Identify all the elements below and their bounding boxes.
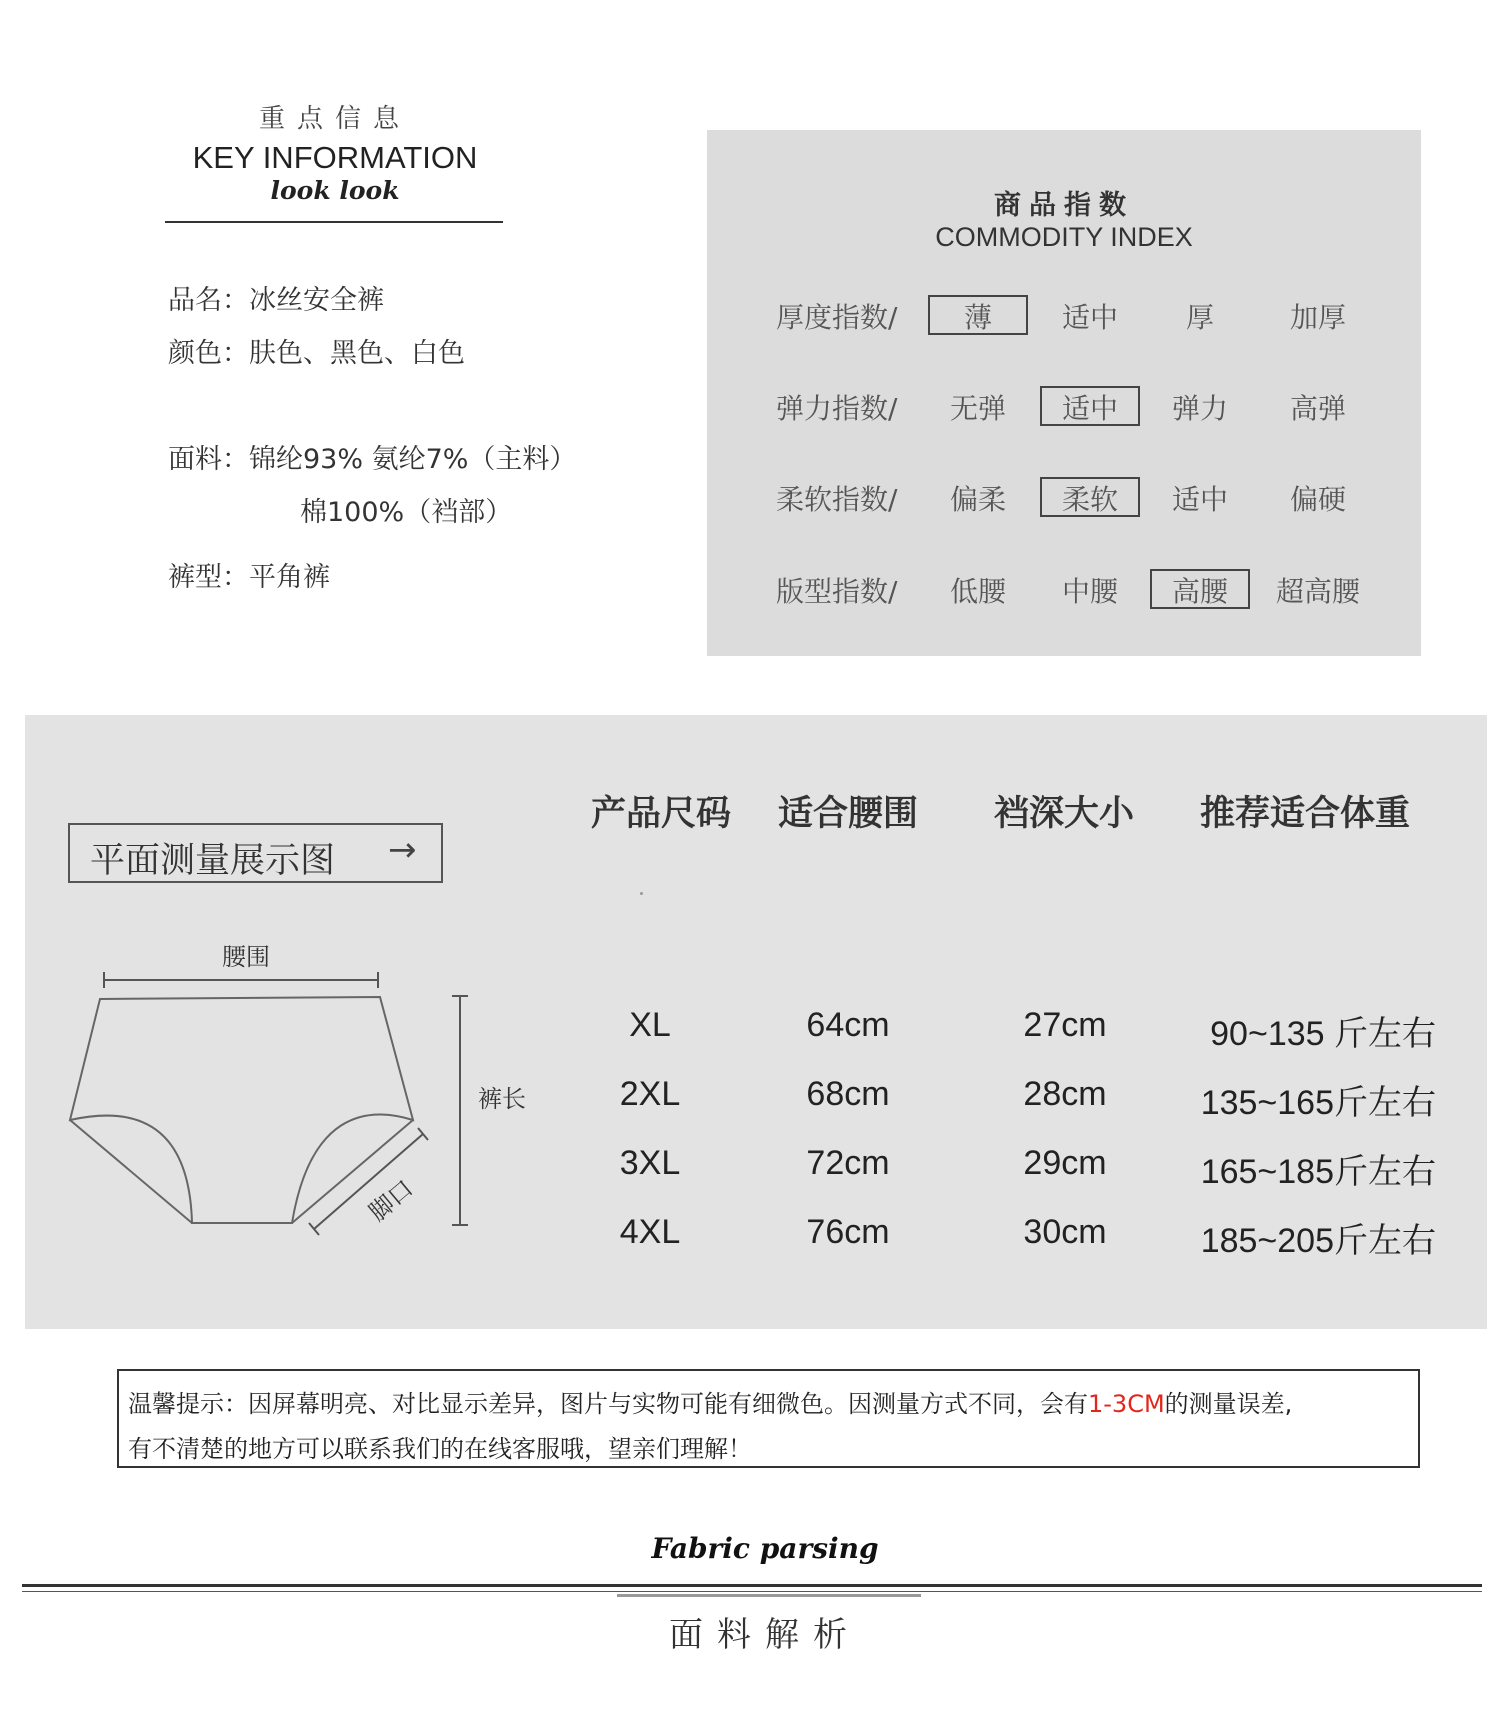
footer-rule-thick [22, 1584, 1482, 1587]
index-row-label: 版型指数/ [776, 575, 898, 608]
product-style: 裤型：平角裤 [168, 562, 330, 593]
weight-cell: 165~185斤左右 [1200, 1153, 1436, 1191]
size-cell: 3XL [619, 1144, 681, 1182]
stray-dot [640, 892, 643, 895]
waist-header: 适合腰围 [777, 794, 918, 834]
weight-cell: 185~205斤左右 [1200, 1222, 1436, 1260]
index-option: 偏柔 [949, 483, 1006, 516]
index-option: 中腰 [1061, 575, 1118, 608]
weight-header: 推荐适合体重 [1199, 794, 1410, 834]
crotch-header: 裆深大小 [993, 794, 1134, 834]
notice-line-2: 有不清楚的地方可以联系我们的在线客服哦，望亲们理解！ [128, 1435, 752, 1463]
index-option: 厚 [1185, 301, 1214, 334]
index-row-label: 厚度指数/ [776, 301, 898, 334]
index-row-label: 柔软指数/ [776, 483, 898, 516]
flat-measure-label: 平面测量展示图 [90, 841, 336, 881]
index-row-label: 弹力指数/ [776, 392, 898, 425]
weight-cell: 90~135 斤左右 [1210, 1015, 1436, 1053]
key-info-title-cn: 重点信息 [258, 104, 411, 134]
size-cell: 2XL [619, 1075, 681, 1113]
length-label: 裤长 [478, 1085, 526, 1113]
arrow-right-icon: → [388, 830, 417, 870]
waist-label: 腰围 [222, 943, 270, 971]
size-cell: XL [629, 1006, 671, 1044]
notice-error-range: 1-3CM [1088, 1390, 1165, 1418]
key-info-divider [165, 221, 503, 223]
waist-cell: 76cm [806, 1213, 890, 1251]
index-option: 加厚 [1289, 301, 1346, 334]
fabric-main: 面料：锦纶93% 氨纶7%（主料） [168, 444, 577, 475]
crotch-cell: 28cm [1023, 1075, 1107, 1113]
index-option: 偏硬 [1289, 483, 1346, 516]
waist-cell: 72cm [806, 1144, 890, 1182]
index-option-selected: 薄 [963, 301, 992, 334]
index-option: 超高腰 [1275, 575, 1360, 608]
index-option: 高弹 [1289, 392, 1346, 425]
underwear-outline [70, 997, 413, 1223]
commodity-index-title-cn: 商品指数 [994, 190, 1134, 221]
product-color: 颜色：肤色、黑色、白色 [168, 338, 465, 369]
index-option-selected: 适中 [1061, 392, 1118, 425]
size-header: 产品尺码 [590, 794, 731, 834]
crotch-cell: 29cm [1023, 1144, 1107, 1182]
index-option-selected: 高腰 [1171, 575, 1228, 608]
index-option: 弹力 [1171, 392, 1228, 425]
waist-cell: 64cm [806, 1006, 890, 1044]
index-option: 适中 [1061, 301, 1118, 334]
notice-line-1: 温馨提示：因屏幕明亮、对比显示差异，图片与实物可能有细微色。因测量方式不同，会有1-3CM的测量误差, [128, 1390, 1293, 1418]
footer-rule-short [617, 1594, 921, 1597]
crotch-cell: 30cm [1023, 1213, 1107, 1251]
fabric-script-title: Fabric parsing [651, 1532, 879, 1565]
index-option: 无弹 [949, 392, 1006, 425]
key-info-script: look look [270, 176, 400, 205]
index-option: 低腰 [949, 575, 1006, 608]
fabric-crotch: 棉100%（裆部） [300, 497, 513, 528]
fabric-title-cn: 面料解析 [669, 1615, 861, 1655]
product-name: 品名：冰丝安全裤 [168, 285, 384, 316]
index-option: 适中 [1171, 483, 1228, 516]
weight-cell: 135~165斤左右 [1200, 1084, 1436, 1122]
commodity-index-title-en: COMMODITY INDEX [935, 222, 1193, 252]
waist-cell: 68cm [806, 1075, 890, 1113]
crotch-cell: 27cm [1023, 1006, 1107, 1044]
index-option-selected: 柔软 [1061, 483, 1118, 516]
key-info-title-en: KEY INFORMATION [192, 140, 478, 175]
size-cell: 4XL [619, 1213, 681, 1251]
underwear-diagram [60, 920, 580, 1240]
leg-label: 脚口 [363, 1174, 419, 1227]
footer-rule-thin [22, 1591, 1482, 1592]
